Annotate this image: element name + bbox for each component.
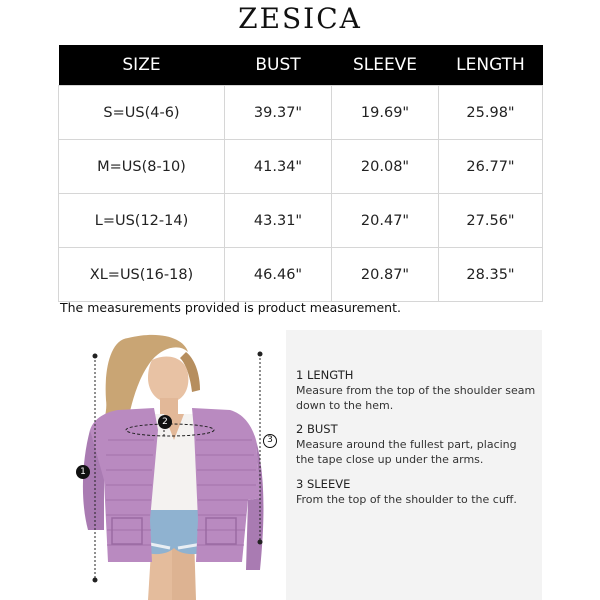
table-row	[59, 248, 543, 302]
guide-entry-bust	[296, 422, 536, 467]
marker-2: 2	[158, 415, 172, 429]
guide-desc: Measure from the top of the shoulder seam down to the hem.	[296, 384, 536, 412]
guide-desc: Measure around the fullest part, placing the tape close up under the arms.	[296, 438, 517, 466]
measurement-guide-panel	[286, 330, 542, 600]
header-bust: BUST	[225, 45, 332, 86]
table-row	[59, 194, 543, 248]
guide-entry-sleeve	[296, 477, 536, 507]
header-length: LENGTH	[439, 45, 543, 86]
cell-sleeve: 19.69"	[332, 86, 439, 140]
guide-title: 1 LENGTH	[296, 368, 354, 382]
cell-bust: 46.46"	[225, 248, 332, 302]
cell-sleeve: 20.08"	[332, 140, 439, 194]
brand-logo: ZESICA	[238, 2, 362, 35]
table-header-row	[59, 45, 543, 86]
measurement-note: The measurements provided is product measurement.	[60, 300, 401, 315]
guide-entry-length	[296, 368, 536, 413]
marker-3: 3	[263, 434, 277, 448]
guide-desc: From the top of the shoulder to the cuff.	[296, 493, 517, 506]
cell-size: L=US(12-14)	[59, 194, 225, 248]
cell-length: 26.77"	[439, 140, 543, 194]
cell-length: 25.98"	[439, 86, 543, 140]
cell-bust: 41.34"	[225, 140, 332, 194]
guide-title: 2 BUST	[296, 422, 338, 436]
table-row	[59, 140, 543, 194]
cell-bust: 43.31"	[225, 194, 332, 248]
size-chart-table	[58, 45, 543, 302]
cell-bust: 39.37"	[225, 86, 332, 140]
cell-length: 28.35"	[439, 248, 543, 302]
marker-1: 1	[76, 465, 90, 479]
product-photo	[60, 330, 284, 600]
guide-title: 3 SLEEVE	[296, 477, 351, 491]
cell-sleeve: 20.87"	[332, 248, 439, 302]
header-sleeve: SLEEVE	[332, 45, 439, 86]
cell-sleeve: 20.47"	[332, 194, 439, 248]
cell-length: 27.56"	[439, 194, 543, 248]
table-row	[59, 86, 543, 140]
cell-size: XL=US(16-18)	[59, 248, 225, 302]
header-size: SIZE	[59, 45, 225, 86]
cell-size: M=US(8-10)	[59, 140, 225, 194]
cell-size: S=US(4-6)	[59, 86, 225, 140]
